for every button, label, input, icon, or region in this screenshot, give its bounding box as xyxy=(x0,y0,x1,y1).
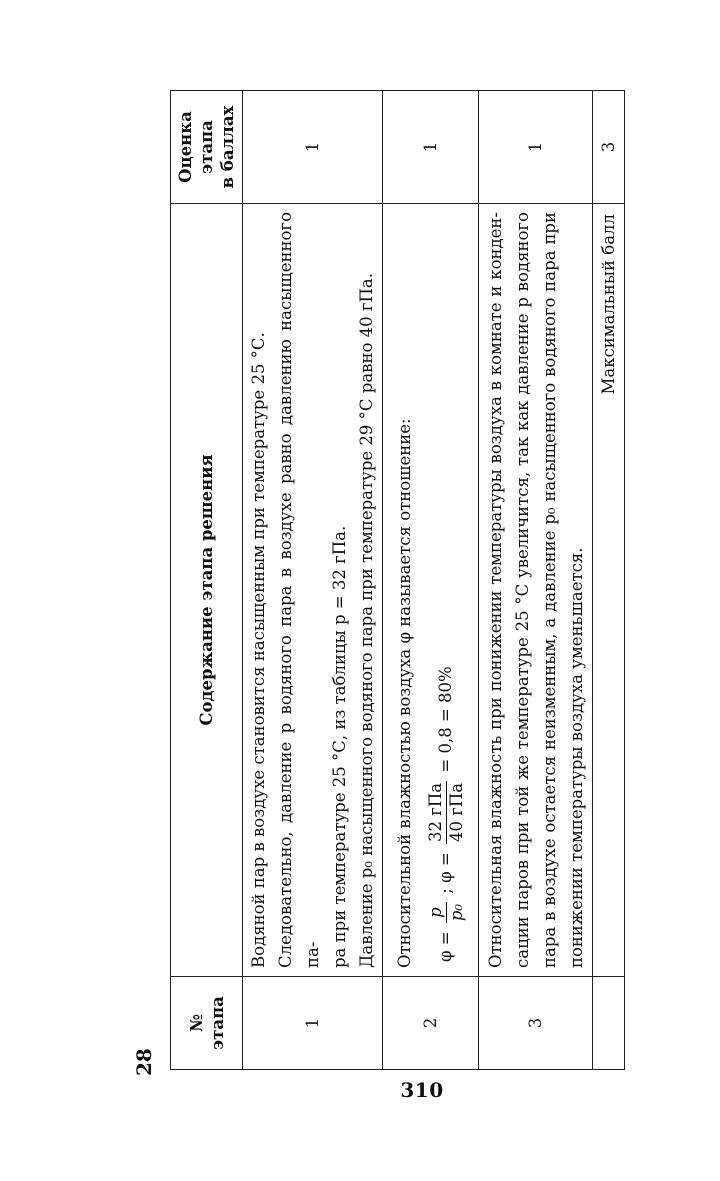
stage-number: 2 xyxy=(383,977,479,1070)
fraction-p-over-p0 xyxy=(426,902,467,923)
header-score xyxy=(171,91,243,204)
table-row xyxy=(243,91,383,1070)
content-line: Давление p₀ насыщенного водяного пара при температуре 29 °С равно 40 гПа. xyxy=(357,273,376,968)
solution-table xyxy=(170,90,625,1070)
rotated-content xyxy=(132,70,710,1076)
fraction-values xyxy=(426,781,467,844)
formula-separator: ; φ = xyxy=(435,852,455,894)
header-row xyxy=(171,91,243,1070)
content-line: Водяной пар в воздухе становится насыщенным при температуре 25 °С. xyxy=(249,332,268,968)
page-number: 310 xyxy=(400,1078,444,1102)
header-stage-number-line2: этапа xyxy=(207,996,227,1050)
content-line: понижении температуры воздуха уменьшается. xyxy=(566,547,586,968)
content-line: пара в воздухе остается неизменным, а давление p₀ насыщенного водяного пара при xyxy=(539,212,559,968)
stage-content xyxy=(383,204,479,977)
stage-number: 3 xyxy=(479,977,593,1070)
formula-result: = 0,8 = 80% xyxy=(435,666,455,773)
total-empty-cell xyxy=(593,977,625,1070)
fraction-denominator: p₀ xyxy=(446,903,466,922)
header-score-line3: в баллах xyxy=(218,105,237,189)
table-row xyxy=(383,91,479,1070)
fraction-denominator: 40 гПа xyxy=(446,782,466,842)
stage-score: 1 xyxy=(383,91,479,204)
content-line: Следовательно, давление p водяного пара в воздухе равно давлению насыщенного па- xyxy=(276,212,322,968)
header-stage-number-line1: № xyxy=(186,1014,206,1032)
stage-score: 1 xyxy=(479,91,593,204)
total-label: Максимальный балл xyxy=(593,204,625,977)
formula-phi: φ = xyxy=(435,931,455,962)
stage-number: 1 xyxy=(243,977,383,1070)
content-line: Относительная влажность при понижении температуры воздуха в комнате и конден- xyxy=(485,212,505,968)
table-row xyxy=(479,91,593,1070)
humidity-formula xyxy=(418,212,471,968)
stage-content xyxy=(243,204,383,977)
content-line: ра при температуре 25 °С, из таблицы p = 32 гПа. xyxy=(330,525,349,968)
stage-content xyxy=(479,204,593,977)
fraction-numerator: 32 гПа xyxy=(425,782,445,842)
stage-score: 1 xyxy=(243,91,383,204)
header-score-line2: этапа xyxy=(197,120,216,174)
header-score-line1: Оценка xyxy=(176,111,195,183)
fraction-numerator: p xyxy=(426,902,447,923)
header-stage-number xyxy=(171,977,243,1070)
content-line: Относительной влажностью воздуха φ называется отношение: xyxy=(394,418,414,968)
header-content: Содержание этапа решения xyxy=(171,204,243,977)
total-score: 3 xyxy=(593,91,625,204)
problem-number: 28 xyxy=(132,1048,156,1076)
content-line: сации паров при той же температуре 25 °С увеличится, так как давление p водяного xyxy=(512,212,532,968)
total-row xyxy=(593,91,625,1070)
